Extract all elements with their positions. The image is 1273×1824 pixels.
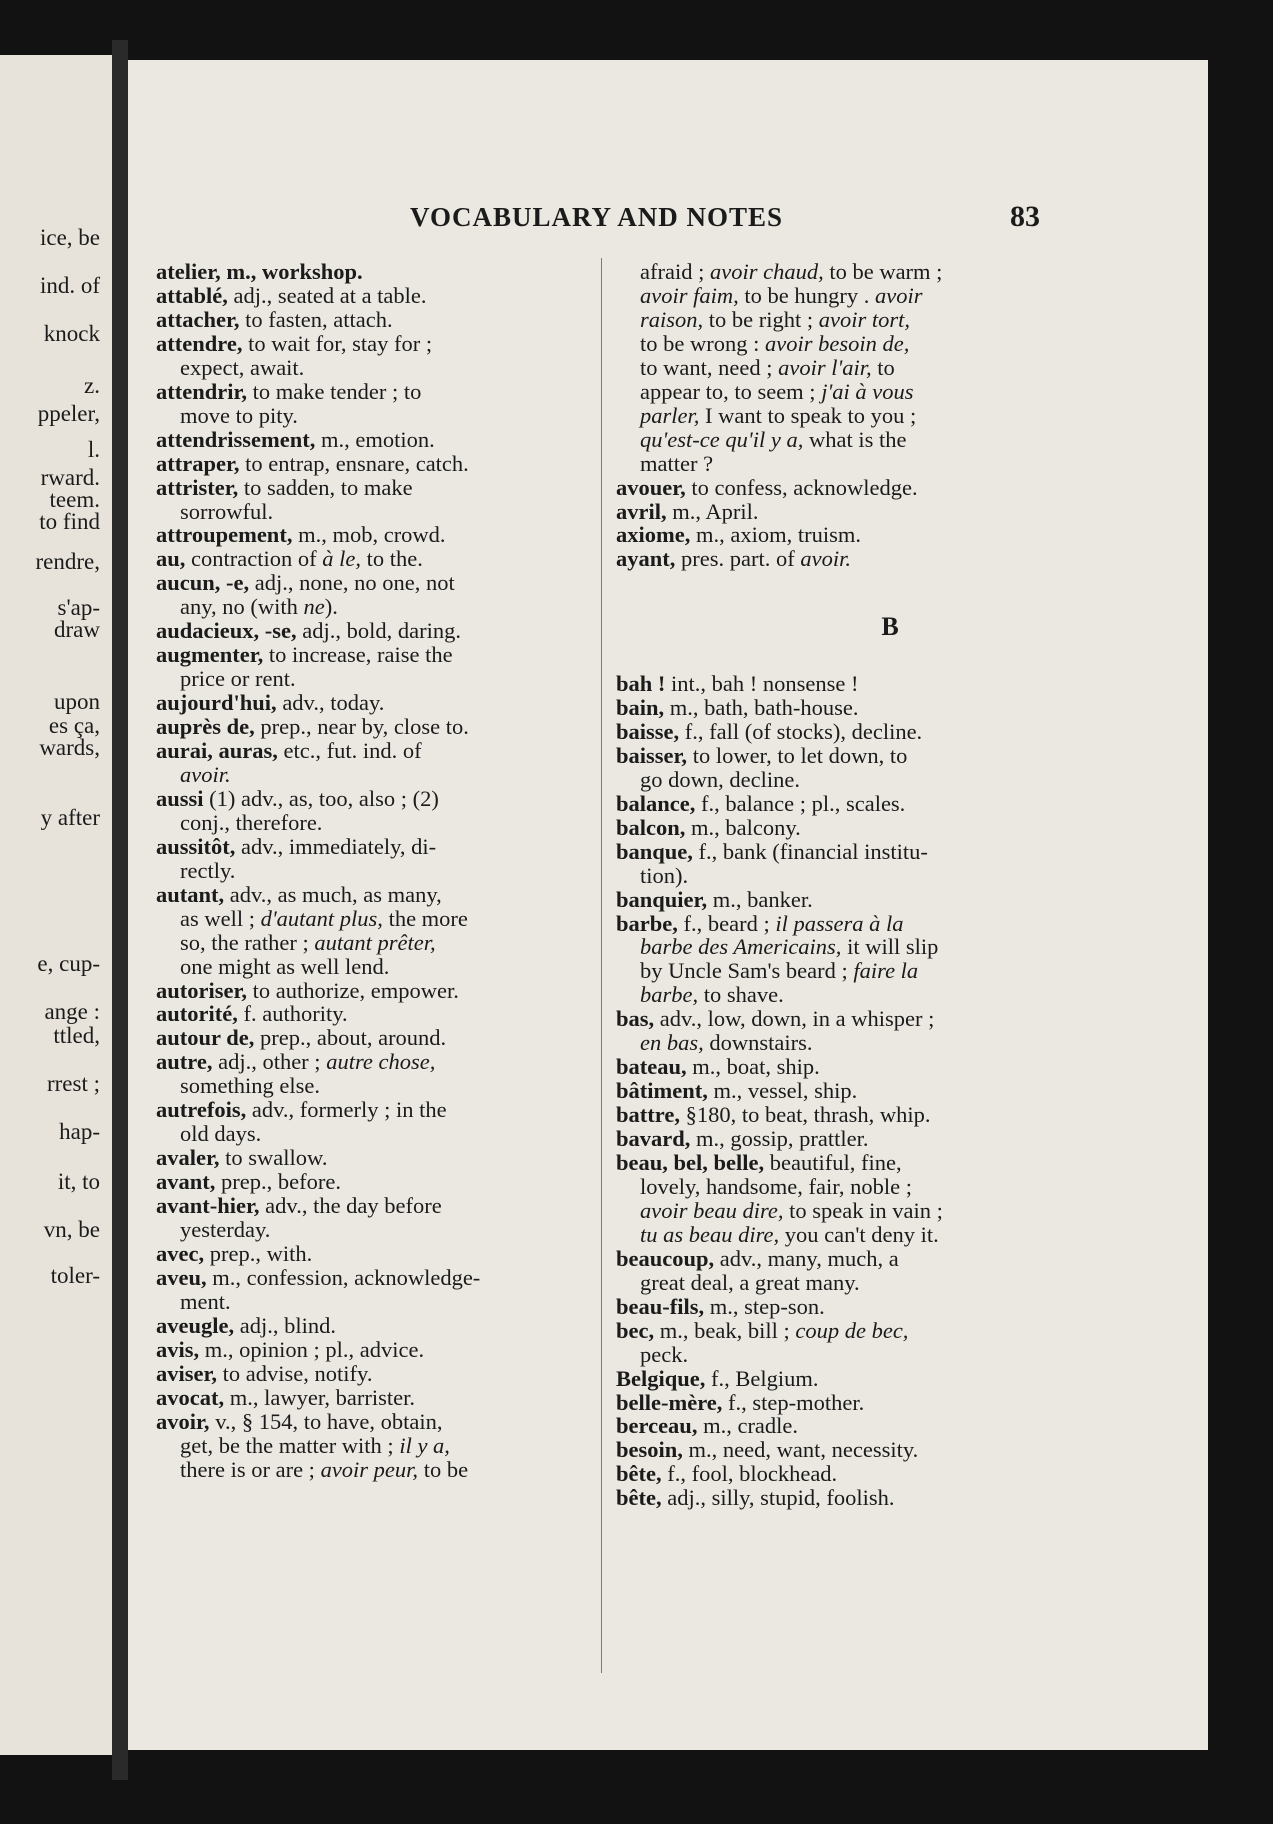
headword: bête, <box>616 1461 662 1486</box>
definition-text: great deal, a great many. <box>640 1270 860 1295</box>
definition-text: adj., none, no one, not <box>249 570 455 595</box>
definition-text: rectly. <box>180 858 236 883</box>
definition-text: f., Belgium. <box>705 1366 819 1391</box>
section-letter: B <box>881 612 899 641</box>
headword: balcon, <box>616 815 686 840</box>
facing-page-fragment: draw <box>54 617 100 642</box>
headword: avis, <box>156 1337 200 1362</box>
headword: autoriser, <box>156 978 248 1003</box>
headword: ayant, <box>616 546 676 571</box>
definition-text: adj., blind. <box>234 1313 336 1338</box>
definition-text: prep., with. <box>204 1241 313 1266</box>
definition-text: to be wrong : <box>640 331 765 356</box>
definition-text: prep., near by, close to. <box>254 714 469 739</box>
italic-phrase: ne <box>303 594 325 619</box>
italic-phrase: d'autant plus, <box>260 906 383 931</box>
definition-text: lovely, handsome, fair, noble ; <box>640 1174 912 1199</box>
italic-phrase: tu as beau dire, <box>640 1222 780 1247</box>
headword: baisser, <box>616 743 688 768</box>
facing-page-fragment: z. <box>84 373 100 398</box>
facing-page-fragment: rward. <box>40 465 100 490</box>
headword: besoin, <box>616 1437 683 1462</box>
headword: attendrissement, <box>156 427 316 452</box>
definition-text: adj., bold, daring. <box>296 618 461 643</box>
headword: aujourd'hui, <box>156 690 277 715</box>
definition-text: f., step-mother. <box>722 1390 865 1415</box>
definition-text: ment. <box>180 1289 231 1314</box>
definition-text: m., emotion. <box>315 427 435 452</box>
headword: bah ! <box>616 671 666 696</box>
definition-text: f., balance ; pl., scales. <box>695 791 906 816</box>
facing-page-fragment: knock <box>43 321 100 346</box>
facing-page-fragment: es ça, <box>48 713 100 738</box>
definition-text: adv., as much, as many, <box>224 882 442 907</box>
headword: avant, <box>156 1169 216 1194</box>
italic-phrase: qu'est-ce qu'il y a, <box>640 427 804 452</box>
facing-page-fragment: rendre, <box>35 549 100 574</box>
definition-text: to want, need ; <box>640 355 779 380</box>
definition-text: adj., other ; <box>212 1049 327 1074</box>
headword: bavard, <box>616 1126 691 1151</box>
definition-text: ). <box>324 594 338 619</box>
headword: auprès de, <box>156 714 255 739</box>
definition-text: m., lawyer, barrister. <box>224 1385 416 1410</box>
headword: attraper, <box>156 451 240 476</box>
definition-text: get, be the matter with ; <box>180 1433 400 1458</box>
italic-phrase: avoir. <box>800 546 851 571</box>
definition-text: m., balcony. <box>685 815 801 840</box>
italic-phrase: à le, <box>322 546 361 571</box>
facing-page-fragment: s'ap- <box>57 595 100 620</box>
headword: au, <box>156 546 186 571</box>
facing-page-fragment: hap- <box>59 1119 100 1144</box>
headword: attroupement, <box>156 522 293 547</box>
italic-phrase: en bas, <box>640 1030 704 1055</box>
facing-page-fragment: rrest ; <box>46 1071 100 1096</box>
headword: bain, <box>616 695 665 720</box>
definition-text: (1) adv., as, too, also ; (2) <box>203 786 439 811</box>
definition-text: m., boat, ship. <box>686 1054 820 1079</box>
facing-page-fragment: l. <box>87 437 100 462</box>
headword: aurai, auras, <box>156 738 278 763</box>
headword: bec, <box>616 1318 655 1343</box>
definition-text: m., mob, crowd. <box>292 522 446 547</box>
headword: axiome, <box>616 522 691 547</box>
definition-text: f., fall (of stocks), decline. <box>679 719 923 744</box>
definition-text: there is or are ; <box>180 1457 321 1482</box>
definition-text: to increase, raise the <box>263 642 453 667</box>
headword: beau-fils, <box>616 1294 705 1319</box>
italic-phrase: il y a, <box>399 1433 450 1458</box>
italic-phrase: avoir besoin de, <box>764 331 910 356</box>
headword: attablé, <box>156 283 228 308</box>
column-divider <box>601 258 602 1673</box>
definition-text: peck. <box>640 1342 689 1367</box>
definition-text: go down, decline. <box>640 767 800 792</box>
definition-text: downstairs. <box>703 1030 813 1055</box>
definition-text: adv., the day before <box>259 1193 442 1218</box>
definition-text: §180, to beat, thrash, whip. <box>679 1102 931 1127</box>
definition-text: adv., immediately, di- <box>235 834 437 859</box>
definition-text: f., bank (financial institu- <box>692 839 928 864</box>
definition-text: adj., silly, stupid, foolish. <box>661 1485 895 1510</box>
italic-phrase: avoir. <box>180 762 231 787</box>
definition-text: to shave. <box>698 982 784 1007</box>
definition-text: by Uncle Sam's beard ; <box>640 958 854 983</box>
definition-text: to swallow. <box>219 1145 328 1170</box>
headword: attendre, <box>156 331 243 356</box>
headword: barbe, <box>616 911 678 936</box>
definition-text: m., April. <box>666 499 759 524</box>
definition-text: you can't deny it. <box>779 1222 939 1247</box>
definition-text: as well ; <box>180 906 261 931</box>
dictionary-entry <box>616 1484 1164 1512</box>
definition-text: move to pity. <box>180 403 298 428</box>
headword: autant, <box>156 882 225 907</box>
headword: banque, <box>616 839 693 864</box>
definition-text: m., gossip, prattler. <box>690 1126 869 1151</box>
facing-page-edge <box>0 55 112 1755</box>
headword: avaler, <box>156 1145 220 1170</box>
definition-text: beautiful, fine, <box>764 1150 902 1175</box>
definition-text: f. authority. <box>237 1001 348 1026</box>
definition-text: so, the rather ; <box>180 930 315 955</box>
headword: bas, <box>616 1006 655 1031</box>
headword: battre, <box>616 1102 680 1127</box>
headword: avocat, <box>156 1385 225 1410</box>
definition-text: to the. <box>360 546 423 571</box>
definition-text: what is the <box>803 427 907 452</box>
facing-page-fragment: ppeler, <box>37 401 100 426</box>
definition-text: any, no (with <box>180 594 304 619</box>
definition-text: m., banker. <box>707 887 813 912</box>
definition-text: contraction of <box>185 546 323 571</box>
headword: avril, <box>616 499 667 524</box>
facing-page-fragment: ind. of <box>39 273 100 298</box>
headword: bâtiment, <box>616 1078 708 1103</box>
headword: baisse, <box>616 719 680 744</box>
headword: avoir, <box>156 1409 210 1434</box>
headword: autorité, <box>156 1001 238 1026</box>
definition-text: sorrowful. <box>180 499 274 524</box>
headword: avec, <box>156 1241 205 1266</box>
headword: belle-mère, <box>616 1390 723 1415</box>
definition-text: price or rent. <box>180 666 296 691</box>
definition-text: appear to, to seem ; <box>640 379 822 404</box>
headword: aucun, -e, <box>156 570 250 595</box>
facing-page-fragment: it, to <box>57 1169 100 1194</box>
definition-text: yesterday. <box>180 1217 271 1242</box>
definition-text: m., axiom, truism. <box>690 522 861 547</box>
dictionary-entry <box>616 545 1164 573</box>
headword: avouer, <box>616 475 686 500</box>
headword: beaucoup, <box>616 1246 715 1271</box>
definition-text: to be <box>418 1457 469 1482</box>
headword: avant-hier, <box>156 1193 260 1218</box>
definition-text: prep., before. <box>215 1169 341 1194</box>
definition-text: m., confession, acknowledge- <box>206 1265 481 1290</box>
facing-page-fragment: y after <box>40 805 100 830</box>
definition-text: etc., fut. ind. of <box>277 738 422 763</box>
definition-text: something else. <box>180 1073 320 1098</box>
definition-text: to speak in vain ; <box>783 1198 943 1223</box>
headword: bateau, <box>616 1054 687 1079</box>
book-spine <box>112 40 128 1780</box>
headword: banquier, <box>616 887 708 912</box>
italic-phrase: il passera à la <box>775 911 904 936</box>
entry-continuation <box>156 1456 618 1484</box>
italic-phrase: autre chose, <box>326 1049 436 1074</box>
definition-text: to wait for, stay for ; <box>242 331 433 356</box>
running-head: VOCABULARY AND NOTES <box>410 202 784 232</box>
headword: attacher, <box>156 307 240 332</box>
definition-text: conj., therefore. <box>180 810 323 835</box>
facing-page-fragment: ttled, <box>53 1023 100 1048</box>
headword: aussi <box>156 786 204 811</box>
definition-text: to be hungry . <box>738 283 875 308</box>
definition-text: it will slip <box>841 934 939 959</box>
facing-page-fragment: ice, be <box>39 225 100 250</box>
definition-text: adv., formerly ; in the <box>246 1097 447 1122</box>
facing-page-fragment: e, cup- <box>37 951 100 976</box>
facing-page-fragment: upon <box>54 689 100 714</box>
headword: Belgique, <box>616 1366 706 1391</box>
definition-text: to confess, acknowledge. <box>685 475 918 500</box>
definition-text: m., cradle. <box>697 1413 799 1438</box>
definition-text: old days. <box>180 1121 262 1146</box>
italic-phrase: barbe, <box>640 982 699 1007</box>
italic-phrase: autant prêter, <box>314 930 436 955</box>
definition-text: tion). <box>640 863 689 888</box>
definition-text: to lower, to let down, to <box>687 743 908 768</box>
headword: autrefois, <box>156 1097 247 1122</box>
definition-text: afraid ; <box>640 259 710 284</box>
definition-text: adv., many, much, a <box>714 1246 899 1271</box>
headword: atelier, m., workshop. <box>156 259 363 284</box>
definition-text: to be right ; <box>703 307 819 332</box>
definition-text: v., § 154, to have, obtain, <box>209 1409 443 1434</box>
definition-text: m., beak, bill ; <box>654 1318 796 1343</box>
definition-text: I want to speak to you ; <box>699 403 917 428</box>
definition-text: m., bath, bath-house. <box>664 695 859 720</box>
italic-phrase: avoir l'air, <box>778 355 872 380</box>
definition-text: one might as well lend. <box>180 954 390 979</box>
headword: balance, <box>616 791 696 816</box>
definition-text: matter ? <box>640 451 714 476</box>
italic-phrase: parler, <box>640 403 700 428</box>
definition-text: to make tender ; to <box>247 379 422 404</box>
page-header <box>128 202 1208 242</box>
italic-phrase: avoir peur, <box>320 1457 419 1482</box>
definition-text: m., opinion ; pl., advice. <box>199 1337 425 1362</box>
headword: augmenter, <box>156 642 264 667</box>
definition-text: int., bah ! nonsense ! <box>665 671 859 696</box>
facing-page-fragment: ange : <box>44 999 100 1024</box>
definition-text: to authorize, empower. <box>247 978 459 1003</box>
headword: autour de, <box>156 1025 255 1050</box>
facing-page-fragment: vn, be <box>43 1217 100 1242</box>
italic-phrase: barbe des Americains, <box>640 934 842 959</box>
dictionary-page <box>128 60 1208 1750</box>
headword: berceau, <box>616 1413 698 1438</box>
definition-text: to fasten, attach. <box>239 307 393 332</box>
headword: bête, <box>616 1485 662 1510</box>
definition-text: f., fool, blockhead. <box>661 1461 838 1486</box>
italic-phrase: raison, <box>640 307 704 332</box>
headword: attrister, <box>156 475 239 500</box>
italic-phrase: faire la <box>853 958 919 983</box>
definition-text: to advise, notify. <box>217 1361 373 1386</box>
headword: audacieux, -se, <box>156 618 297 643</box>
definition-text: pres. part. of <box>675 546 801 571</box>
headword: attendrir, <box>156 379 248 404</box>
headword: beau, bel, belle, <box>616 1150 765 1175</box>
facing-page-fragment: wards, <box>39 735 100 760</box>
italic-phrase: avoir chaud, <box>709 259 824 284</box>
definition-text: to be warm ; <box>823 259 943 284</box>
headword: aussitôt, <box>156 834 236 859</box>
definition-text: m., need, want, necessity. <box>682 1437 919 1462</box>
page-number: 83 <box>1010 200 1040 233</box>
definition-text: the more <box>382 906 468 931</box>
facing-page-fragment: teem. <box>49 487 100 512</box>
headword: aveugle, <box>156 1313 235 1338</box>
italic-phrase: avoir tort, <box>818 307 911 332</box>
italic-phrase: coup de bec, <box>795 1318 909 1343</box>
headword: aviser, <box>156 1361 218 1386</box>
definition-text: m., step-son. <box>704 1294 825 1319</box>
headword: autre, <box>156 1049 213 1074</box>
headword: aveu, <box>156 1265 207 1290</box>
italic-phrase: j'ai à vous <box>821 379 914 404</box>
definition-text: m., vessel, ship. <box>707 1078 858 1103</box>
definition-text: prep., about, around. <box>254 1025 447 1050</box>
definition-text: adv., today. <box>276 690 385 715</box>
definition-text: adj., seated at a table. <box>227 283 427 308</box>
definition-text: adv., low, down, in a whisper ; <box>654 1006 935 1031</box>
definition-text: expect, await. <box>180 355 305 380</box>
definition-text: to sadden, to make <box>238 475 413 500</box>
definition-text: to entrap, ensnare, catch. <box>239 451 469 476</box>
definition-text: f., beard ; <box>677 911 776 936</box>
italic-phrase: avoir beau dire, <box>640 1198 784 1223</box>
facing-page-fragment: toler- <box>50 1263 100 1288</box>
definition-text: to <box>871 355 895 380</box>
facing-page-fragment: to find <box>39 509 100 534</box>
italic-phrase: avoir <box>874 283 923 308</box>
italic-phrase: avoir faim, <box>640 283 739 308</box>
